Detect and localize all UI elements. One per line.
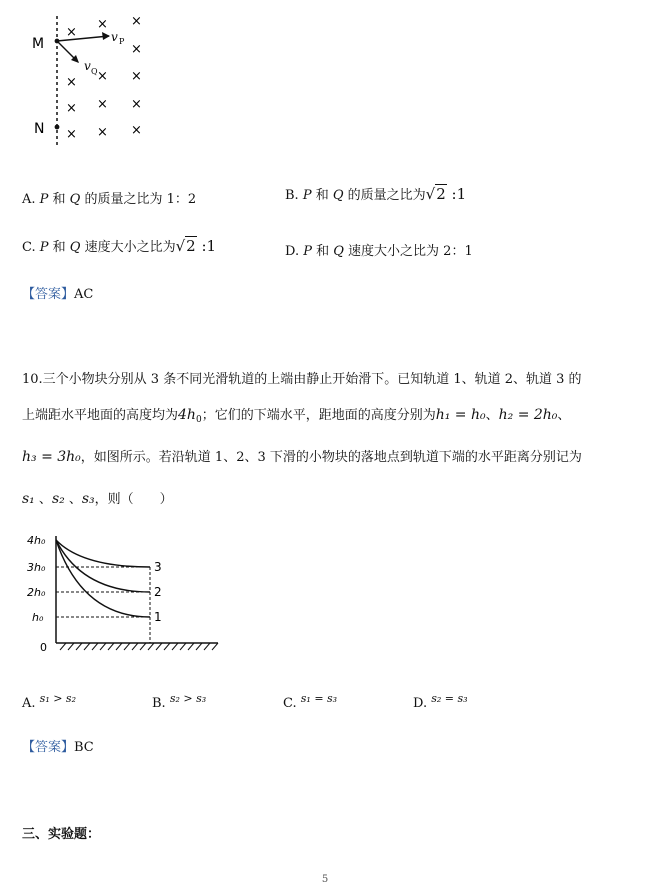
page-number: 5: [321, 874, 329, 885]
q10-option-b: B. $^{s_2 > s_3}$: [152, 692, 207, 711]
tracks-figure: [22, 530, 222, 658]
track-label-3: 3: [154, 560, 162, 574]
label-vq-sub: Q: [91, 67, 98, 76]
q10-line4: s₁ 、s₂ 、s₃，则（ ）: [22, 491, 173, 507]
cross: ×: [97, 97, 108, 112]
q10-answer: 【答案】BC: [22, 740, 94, 755]
section-title: 三、实验题：: [22, 827, 101, 842]
y-label-4h0: 4h₀: [27, 534, 46, 547]
y-label-h0: h₀: [32, 611, 44, 624]
q9-option-d: D. P 和 Q 速度大小之比为 2：1: [285, 244, 473, 259]
label-vq: v: [84, 59, 91, 73]
label-m: M: [32, 36, 45, 52]
cross: ×: [66, 101, 77, 116]
y-label-2h0: 2h₀: [27, 586, 46, 599]
cross: ×: [131, 123, 142, 138]
cross: ×: [131, 97, 142, 112]
q9-answer: 【答案】AC: [22, 287, 94, 302]
track-label-1: 1: [154, 610, 162, 624]
q10-option-c: C. $^{s_1 = s_3}$: [283, 692, 338, 711]
label-vp-sub: P: [119, 37, 125, 46]
cross: ×: [97, 17, 108, 32]
q10-option-a: A. $^{s_1 > s_2}$: [22, 692, 76, 711]
track-label-2: 2: [154, 585, 162, 599]
track-3: [56, 540, 150, 567]
y-label-zero: 0: [40, 641, 47, 654]
q10-line2: 上端距水平地面的高度均为$4h_0$；它们的下端水平，距地面的高度分别为h₁ = h₀、h₂ = 2h₀、: [22, 407, 571, 425]
sqrt-two: √2: [425, 185, 446, 203]
cross: ×: [97, 69, 108, 84]
point-n: [55, 125, 60, 130]
q10-option-d: D. $^{s_2 = s_3}$: [413, 692, 468, 711]
q10-line1: 10.三个小物块分别从 3 条不同光滑轨道的上端由静止开始滑下。已知轨道 1、轨道 2、轨道 3 的: [22, 372, 582, 387]
q9-option-c: C. P 和 Q 速度大小之比为√2 :1: [22, 237, 217, 255]
cross: ×: [66, 127, 77, 142]
cross: ×: [131, 14, 142, 29]
q10-line3: h₃ = 3h₀，如图所示。若沿轨道 1、2、3 下滑的小物块的落地点到轨道下端的水平距离分别记为: [22, 449, 582, 465]
label-vp: v: [111, 30, 118, 44]
cross: ×: [131, 69, 142, 84]
cross: ×: [66, 25, 77, 40]
vp-arrow: [57, 36, 109, 41]
label-n: N: [34, 121, 45, 137]
q9-option-b: B. P 和 Q 的质量之比为√2 :1: [285, 185, 467, 203]
cross: ×: [66, 75, 77, 90]
y-label-3h0: 3h₀: [27, 561, 46, 574]
magnetic-field-figure: [30, 8, 160, 148]
cross: ×: [97, 125, 108, 140]
cross: ×: [131, 42, 142, 57]
sqrt-two: √2: [175, 237, 196, 255]
q9-option-a: A. P 和 Q 的质量之比为 1：2: [22, 192, 197, 207]
ground-hatch: [60, 643, 218, 650]
